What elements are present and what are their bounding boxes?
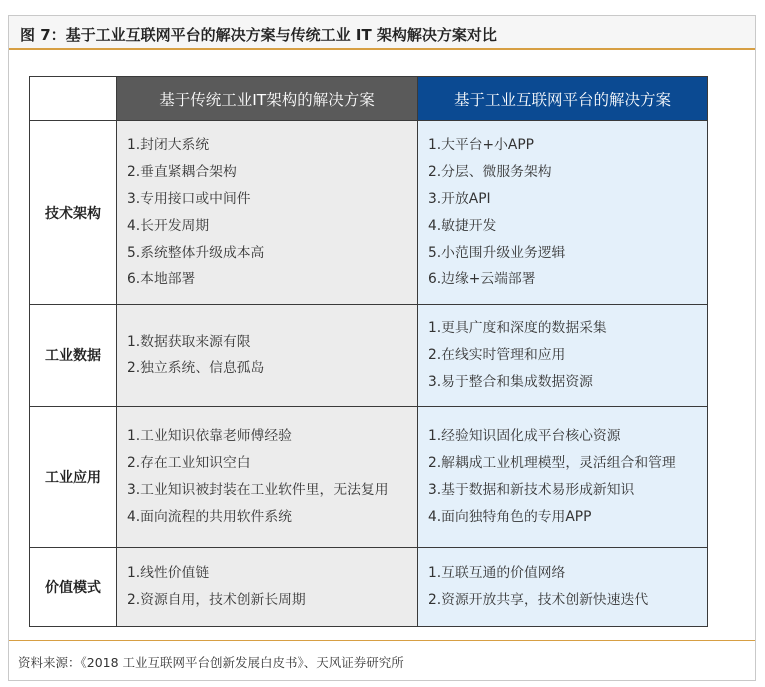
list-item: 3.基于数据和新技术易形成新知识 bbox=[428, 481, 635, 498]
table-row bbox=[30, 121, 708, 305]
row-label-tech-architecture: 技术架构 bbox=[30, 121, 117, 305]
list-item: 2.分层、微服务架构 bbox=[428, 164, 552, 181]
list-item: 2.资源开放共享，技术创新快速迭代 bbox=[428, 591, 649, 608]
comparison-table bbox=[29, 76, 708, 627]
figure-title-bar bbox=[9, 16, 755, 50]
traditional-cell bbox=[117, 547, 418, 626]
list-item: 1.经验知识固化成平台核心资源 bbox=[428, 428, 621, 445]
platform-cell bbox=[418, 406, 708, 547]
list-item: 3.开放API bbox=[428, 190, 491, 207]
list-item: 2.垂直紧耦合架构 bbox=[127, 164, 237, 181]
list-item: 1.工业知识依靠老师傅经验 bbox=[127, 428, 292, 445]
table-row bbox=[30, 406, 708, 547]
figure-source: 资料来源：《2018 工业互联网平台创新发展白皮书》、天风证券研究所 bbox=[18, 655, 404, 670]
header-corner-cell bbox=[30, 77, 117, 121]
list-item: 1.大平台+小APP bbox=[428, 137, 534, 154]
row-label-value-model: 价值模式 bbox=[30, 547, 117, 626]
row-label-industrial-apps: 工业应用 bbox=[30, 406, 117, 547]
list-item: 1.数据获取来源有限 bbox=[127, 333, 251, 350]
list-item: 3.专用接口或中间件 bbox=[127, 190, 251, 207]
list-item: 1.封闭大系统 bbox=[127, 137, 210, 154]
traditional-cell bbox=[117, 121, 418, 305]
table-row bbox=[30, 547, 708, 626]
platform-cell bbox=[418, 121, 708, 305]
list-item: 4.面向流程的共用软件系统 bbox=[127, 508, 292, 525]
list-item: 6.本地部署 bbox=[127, 271, 196, 288]
traditional-cell bbox=[117, 305, 418, 406]
list-item: 1.互联互通的价值网络 bbox=[428, 565, 566, 582]
list-item: 2.在线实时管理和应用 bbox=[428, 347, 566, 364]
row-label-industrial-data: 工业数据 bbox=[30, 305, 117, 406]
list-item: 3.工业知识被封装在工业软件里，无法复用 bbox=[127, 481, 389, 498]
list-item: 1.更具广度和深度的数据采集 bbox=[428, 320, 607, 337]
list-item: 4.长开发周期 bbox=[127, 217, 210, 234]
list-item: 4.面向独特角色的专用APP bbox=[428, 508, 592, 525]
header-traditional: 基于传统工业IT架构的解决方案 bbox=[117, 77, 418, 121]
list-item: 2.解耦成工业机理模型，灵活组合和管理 bbox=[428, 454, 676, 471]
list-item: 5.小范围升级业务逻辑 bbox=[428, 244, 566, 261]
table-row bbox=[30, 305, 708, 406]
list-item: 2.独立系统、信息孤岛 bbox=[127, 360, 265, 377]
list-item: 1.线性价值链 bbox=[127, 565, 210, 582]
platform-cell bbox=[418, 305, 708, 406]
header-platform: 基于工业互联网平台的解决方案 bbox=[418, 77, 708, 121]
list-item: 5.系统整体升级成本高 bbox=[127, 244, 265, 261]
list-item: 6.边缘+云端部署 bbox=[428, 271, 536, 288]
list-item: 3.易于整合和集成数据资源 bbox=[428, 373, 593, 390]
table-header-row bbox=[30, 77, 708, 121]
list-item: 2.资源自用，技术创新长周期 bbox=[127, 591, 306, 608]
list-item: 2.存在工业知识空白 bbox=[127, 454, 251, 471]
source-divider bbox=[9, 640, 755, 641]
traditional-cell bbox=[117, 406, 418, 547]
platform-cell bbox=[418, 547, 708, 626]
list-item: 4.敏捷开发 bbox=[428, 217, 497, 234]
figure-title: 图 7：基于工业互联网平台的解决方案与传统工业 IT 架构解决方案对比 bbox=[20, 26, 497, 44]
